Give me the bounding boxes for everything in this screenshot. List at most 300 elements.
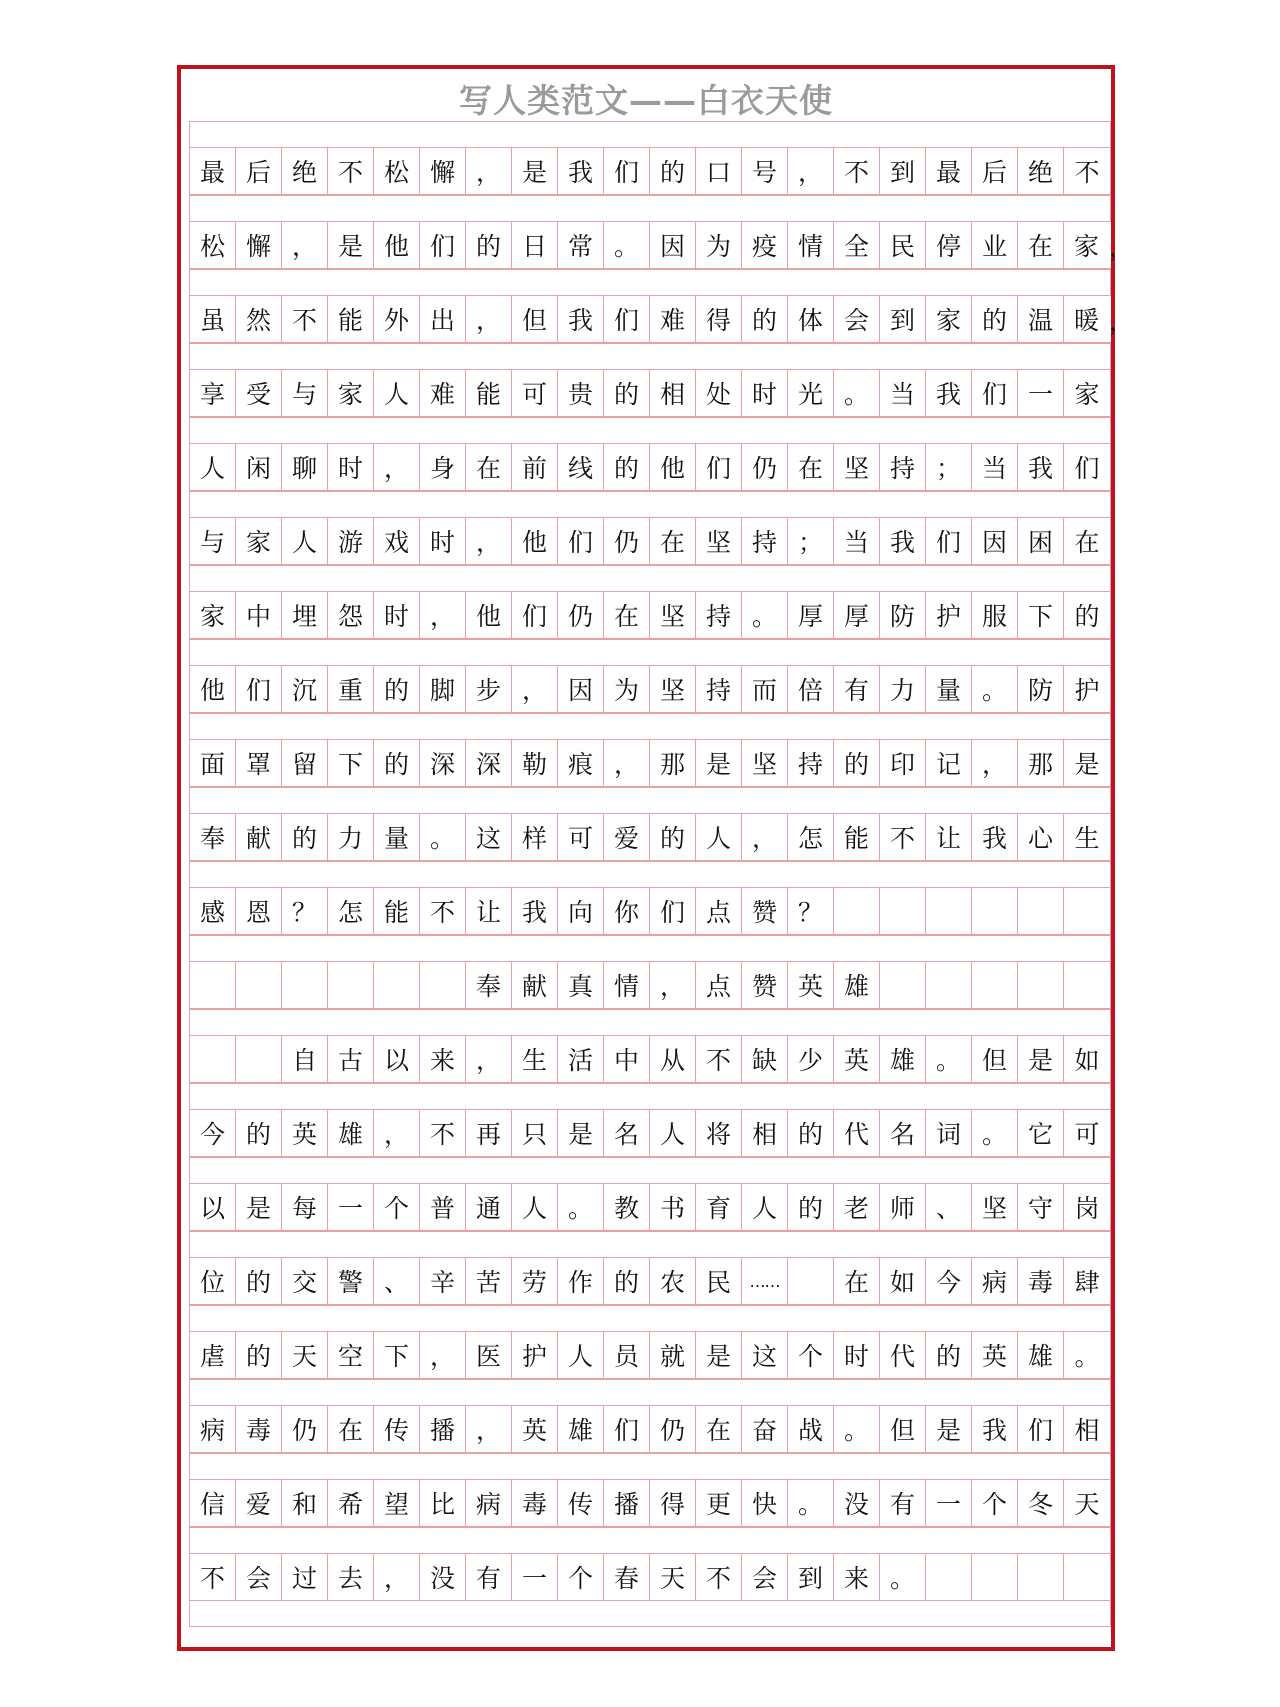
row-spacer — [189, 1157, 1111, 1183]
grid-cell: 、 — [925, 1184, 971, 1230]
grid-cell: 毒 — [511, 1480, 557, 1526]
grid-cell: 怨 — [327, 592, 373, 638]
grid-cell: 来 — [833, 1554, 879, 1600]
grid-cell — [925, 888, 971, 934]
grid-cell: 毒 — [1017, 1258, 1063, 1304]
grid-cell: 一 — [327, 1184, 373, 1230]
grid-cell — [1017, 888, 1063, 934]
grid-cell: 生 — [511, 1036, 557, 1082]
row-spacer — [189, 121, 1111, 147]
grid-cell: 我 — [879, 518, 925, 564]
grid-cell: 不 — [879, 814, 925, 860]
manuscript-grid — [189, 121, 1133, 1627]
grid-cell: 最 — [925, 148, 971, 194]
grid-cell: 得 — [695, 296, 741, 342]
grid-cell: 常 — [557, 222, 603, 268]
grid-cell: 。 — [603, 222, 649, 268]
grid-cell: 留 — [281, 740, 327, 786]
grid-cell: 警 — [327, 1258, 373, 1304]
grid-cell: 他 — [189, 666, 235, 712]
grid-cell: 快 — [741, 1480, 787, 1526]
grid-cell: 人 — [189, 444, 235, 490]
grid-cell: 们 — [971, 370, 1017, 416]
grid-cell: ； — [925, 444, 971, 490]
grid-cell: 聊 — [281, 444, 327, 490]
grid-cell: 的 — [235, 1332, 281, 1378]
grid-cell: 交 — [281, 1258, 327, 1304]
grid-cell: 名 — [879, 1110, 925, 1156]
grid-cell: ， — [787, 148, 833, 194]
grid-cell — [373, 962, 419, 1008]
grid-cell: 服 — [971, 592, 1017, 638]
grid-cell: 位 — [189, 1258, 235, 1304]
grid-cell: 倍 — [787, 666, 833, 712]
grid-row — [189, 813, 1111, 861]
grid-cell — [281, 962, 327, 1008]
grid-cell: 点 — [695, 962, 741, 1008]
grid-cell: 会 — [741, 1554, 787, 1600]
grid-cell: 最 — [189, 148, 235, 194]
grid-cell: 辛 — [419, 1258, 465, 1304]
grid-cell: 护 — [925, 592, 971, 638]
grid-cell: 它 — [1017, 1110, 1063, 1156]
row-spacer — [189, 417, 1111, 443]
grid-cell: 向 — [557, 888, 603, 934]
grid-cell: 到 — [879, 296, 925, 342]
grid-cell: 书 — [649, 1184, 695, 1230]
grid-cell: 难 — [649, 296, 695, 342]
grid-cell: 但 — [971, 1036, 1017, 1082]
grid-cell: 能 — [833, 814, 879, 860]
grid-row — [189, 591, 1111, 639]
grid-row — [189, 1405, 1111, 1453]
grid-cell: 深 — [419, 740, 465, 786]
grid-cell: 的 — [373, 666, 419, 712]
grid-cell: 量 — [373, 814, 419, 860]
grid-cell: 爱 — [603, 814, 649, 860]
grid-cell: 相 — [1063, 1406, 1111, 1452]
grid-cell: 天 — [281, 1332, 327, 1378]
grid-cell: ， — [971, 740, 1017, 786]
grid-cell: 们 — [419, 222, 465, 268]
grid-cell: 怎 — [327, 888, 373, 934]
grid-cell: 。 — [925, 1036, 971, 1082]
grid-cell: 们 — [649, 888, 695, 934]
grid-cell: 面 — [189, 740, 235, 786]
grid-cell: 能 — [327, 296, 373, 342]
grid-cell: 的 — [603, 444, 649, 490]
grid-cell: 少 — [787, 1036, 833, 1082]
grid-cell: 停 — [925, 222, 971, 268]
grid-cell: 奋 — [741, 1406, 787, 1452]
grid-cell: 在 — [465, 444, 511, 490]
grid-cell: 处 — [695, 370, 741, 416]
grid-cell: 是 — [327, 222, 373, 268]
grid-cell: 来 — [419, 1036, 465, 1082]
grid-cell: 时 — [833, 1332, 879, 1378]
grid-cell: 个 — [787, 1332, 833, 1378]
grid-cell: 在 — [695, 1406, 741, 1452]
grid-cell: 会 — [833, 296, 879, 342]
grid-cell: 虐 — [189, 1332, 235, 1378]
grid-cell: 传 — [373, 1406, 419, 1452]
grid-cell: 过 — [281, 1554, 327, 1600]
grid-cell: 们 — [1017, 1406, 1063, 1452]
grid-cell: 的 — [925, 1332, 971, 1378]
grid-cell: 赞 — [741, 962, 787, 1008]
grid-cell: 赞 — [741, 888, 787, 934]
grid-cell: 去 — [327, 1554, 373, 1600]
grid-cell: 因 — [649, 222, 695, 268]
row-spacer — [189, 935, 1111, 961]
grid-cell: 得 — [649, 1480, 695, 1526]
grid-cell: 坚 — [649, 666, 695, 712]
grid-cell: 。 — [741, 592, 787, 638]
row-spacer — [189, 787, 1111, 813]
grid-cell: 们 — [1063, 444, 1111, 490]
grid-cell: 与 — [189, 518, 235, 564]
grid-cell: 闲 — [235, 444, 281, 490]
grid-cell: 游 — [327, 518, 373, 564]
grid-cell: 们 — [695, 444, 741, 490]
grid-row — [189, 1553, 1111, 1601]
grid-cell: 为 — [603, 666, 649, 712]
grid-cell: 持 — [695, 666, 741, 712]
grid-cell: 雄 — [557, 1406, 603, 1452]
grid-cell: 懈 — [235, 222, 281, 268]
grid-cell: 坚 — [971, 1184, 1017, 1230]
grid-cell: 埋 — [281, 592, 327, 638]
grid-cell: 的 — [833, 740, 879, 786]
grid-cell: 罩 — [235, 740, 281, 786]
grid-cell: 以 — [373, 1036, 419, 1082]
grid-cell: 的 — [603, 370, 649, 416]
grid-cell: 痕 — [557, 740, 603, 786]
row-spacer — [189, 1601, 1111, 1627]
grid-cell: 自 — [281, 1036, 327, 1082]
grid-cell: 但 — [879, 1406, 925, 1452]
grid-cell: 雄 — [879, 1036, 925, 1082]
grid-cell: 仍 — [741, 444, 787, 490]
grid-cell: 这 — [741, 1332, 787, 1378]
overflow-punctuation: ， — [1109, 308, 1133, 336]
row-spacer — [189, 269, 1111, 295]
grid-cell: 可 — [511, 370, 557, 416]
grid-row — [189, 443, 1111, 491]
grid-cell: 松 — [189, 222, 235, 268]
grid-cell: 我 — [557, 148, 603, 194]
grid-cell: 可 — [557, 814, 603, 860]
grid-cell: 坚 — [695, 518, 741, 564]
grid-cell: 重 — [327, 666, 373, 712]
grid-cell: 困 — [1017, 518, 1063, 564]
grid-cell: 厚 — [787, 592, 833, 638]
grid-cell: 献 — [511, 962, 557, 1008]
grid-row — [189, 517, 1111, 565]
grid-cell: 病 — [971, 1258, 1017, 1304]
grid-cell: 普 — [419, 1184, 465, 1230]
grid-cell: 再 — [465, 1110, 511, 1156]
grid-cell: 这 — [465, 814, 511, 860]
grid-cell: 懈 — [419, 148, 465, 194]
row-spacer — [189, 1083, 1111, 1109]
grid-cell: 个 — [971, 1480, 1017, 1526]
overflow-punctuation: ， — [1109, 234, 1133, 262]
grid-cell: 奉 — [189, 814, 235, 860]
grid-cell: 享 — [189, 370, 235, 416]
grid-cell: 松 — [373, 148, 419, 194]
grid-cell: 们 — [925, 518, 971, 564]
grid-cell: 播 — [419, 1406, 465, 1452]
grid-cell: 在 — [603, 592, 649, 638]
grid-cell: 一 — [511, 1554, 557, 1600]
grid-cell: 时 — [741, 370, 787, 416]
grid-cell: 不 — [281, 296, 327, 342]
grid-cell: 和 — [281, 1480, 327, 1526]
grid-cell: 绝 — [281, 148, 327, 194]
grid-cell: 他 — [465, 592, 511, 638]
grid-cell — [1017, 1554, 1063, 1600]
grid-row — [189, 665, 1111, 713]
grid-cell: 的 — [787, 1184, 833, 1230]
grid-cell: 传 — [557, 1480, 603, 1526]
grid-cell: 、 — [373, 1258, 419, 1304]
grid-cell — [787, 1258, 833, 1304]
grid-cell: 人 — [281, 518, 327, 564]
grid-cell: 我 — [511, 888, 557, 934]
grid-row — [189, 961, 1111, 1009]
grid-cell — [1063, 1554, 1111, 1600]
grid-cell: 的 — [649, 814, 695, 860]
grid-cell: 前 — [511, 444, 557, 490]
grid-cell: 线 — [557, 444, 603, 490]
grid-cell: 不 — [189, 1554, 235, 1600]
row-spacer — [189, 195, 1111, 221]
grid-cell: 时 — [419, 518, 465, 564]
grid-cell: 奉 — [465, 962, 511, 1008]
grid-cell: 防 — [879, 592, 925, 638]
grid-cell: 雄 — [1017, 1332, 1063, 1378]
grid-cell: 。 — [557, 1184, 603, 1230]
grid-cell: 难 — [419, 370, 465, 416]
grid-cell: 代 — [833, 1110, 879, 1156]
grid-cell: 们 — [235, 666, 281, 712]
row-spacer — [189, 1527, 1111, 1553]
grid-cell: 是 — [1063, 740, 1111, 786]
grid-cell: 当 — [971, 444, 1017, 490]
grid-cell: 育 — [695, 1184, 741, 1230]
grid-cell: 不 — [327, 148, 373, 194]
grid-cell: 到 — [787, 1554, 833, 1600]
grid-cell — [971, 962, 1017, 1008]
grid-cell: 们 — [511, 592, 557, 638]
grid-cell: 今 — [925, 1258, 971, 1304]
grid-cell — [879, 962, 925, 1008]
grid-cell: 献 — [235, 814, 281, 860]
grid-cell: 勒 — [511, 740, 557, 786]
grid-cell: 是 — [235, 1184, 281, 1230]
grid-cell: 持 — [741, 518, 787, 564]
grid-cell: 他 — [511, 518, 557, 564]
row-spacer — [189, 491, 1111, 517]
row-spacer — [189, 1453, 1111, 1479]
grid-row — [189, 221, 1133, 269]
grid-cell: 但 — [511, 296, 557, 342]
grid-cell: 只 — [511, 1110, 557, 1156]
grid-cell: 是 — [557, 1110, 603, 1156]
grid-cell: 民 — [879, 222, 925, 268]
grid-cell — [833, 888, 879, 934]
grid-cell: 是 — [1017, 1036, 1063, 1082]
grid-cell: 播 — [603, 1480, 649, 1526]
grid-cell: 的 — [1063, 592, 1111, 638]
grid-cell: 会 — [235, 1554, 281, 1600]
grid-cell: 那 — [649, 740, 695, 786]
grid-cell: ， — [373, 444, 419, 490]
grid-cell: 英 — [787, 962, 833, 1008]
grid-cell: 病 — [189, 1406, 235, 1452]
grid-cell — [419, 962, 465, 1008]
grid-cell: ， — [419, 1332, 465, 1378]
grid-cell: 的 — [649, 148, 695, 194]
grid-cell: 仍 — [557, 592, 603, 638]
grid-cell: 通 — [465, 1184, 511, 1230]
grid-cell: 不 — [695, 1036, 741, 1082]
grid-cell: 样 — [511, 814, 557, 860]
grid-row — [189, 295, 1133, 343]
essay-paper-frame — [177, 65, 1133, 1651]
grid-cell: 劳 — [511, 1258, 557, 1304]
grid-cell: 光 — [787, 370, 833, 416]
grid-cell: 力 — [879, 666, 925, 712]
essay-title: 写人类范文——白衣天使 — [459, 81, 833, 120]
grid-cell: 出 — [419, 296, 465, 342]
grid-cell: 冬 — [1017, 1480, 1063, 1526]
grid-cell: 人 — [649, 1110, 695, 1156]
grid-cell: ， — [373, 1110, 419, 1156]
grid-cell: 。 — [787, 1480, 833, 1526]
grid-cell: 病 — [465, 1480, 511, 1526]
grid-cell: 是 — [695, 740, 741, 786]
grid-cell: 没 — [833, 1480, 879, 1526]
grid-cell: 防 — [1017, 666, 1063, 712]
grid-cell: 身 — [419, 444, 465, 490]
grid-cell: 家 — [1063, 222, 1109, 268]
grid-cell: 持 — [787, 740, 833, 786]
grid-row — [189, 1257, 1111, 1305]
grid-cell: 脚 — [419, 666, 465, 712]
grid-cell: 受 — [235, 370, 281, 416]
row-spacer — [189, 639, 1111, 665]
grid-cell: 不 — [695, 1554, 741, 1600]
grid-cell: 没 — [419, 1554, 465, 1600]
grid-cell — [189, 1036, 235, 1082]
grid-cell: 人 — [373, 370, 419, 416]
grid-cell: ， — [603, 740, 649, 786]
grid-cell: 。 — [419, 814, 465, 860]
grid-cell: 厚 — [833, 592, 879, 638]
grid-cell: 而 — [741, 666, 787, 712]
grid-row — [189, 1331, 1111, 1379]
grid-cell: ， — [741, 814, 787, 860]
grid-cell: 中 — [235, 592, 281, 638]
grid-cell: 绝 — [1017, 148, 1063, 194]
grid-cell: ， — [281, 222, 327, 268]
grid-cell: 的 — [235, 1110, 281, 1156]
grid-cell: 民 — [695, 1258, 741, 1304]
grid-cell: 信 — [189, 1480, 235, 1526]
grid-cell — [1063, 888, 1111, 934]
grid-cell: 心 — [1017, 814, 1063, 860]
grid-cell: 英 — [511, 1406, 557, 1452]
grid-cell: 后 — [235, 148, 281, 194]
grid-cell: 情 — [603, 962, 649, 1008]
grid-cell: 毒 — [235, 1406, 281, 1452]
grid-cell: 的 — [465, 222, 511, 268]
grid-cell: …… — [741, 1258, 787, 1304]
grid-cell: 不 — [419, 1110, 465, 1156]
grid-cell: 老 — [833, 1184, 879, 1230]
grid-cell: 家 — [189, 592, 235, 638]
grid-cell: 在 — [833, 1258, 879, 1304]
grid-cell: 。 — [971, 666, 1017, 712]
grid-cell: 后 — [971, 148, 1017, 194]
grid-cell: 是 — [511, 148, 557, 194]
grid-cell: 下 — [373, 1332, 419, 1378]
grid-cell: 记 — [925, 740, 971, 786]
grid-cell: 在 — [787, 444, 833, 490]
grid-cell: 以 — [189, 1184, 235, 1230]
grid-cell: 他 — [373, 222, 419, 268]
row-spacer — [189, 1379, 1111, 1405]
grid-cell: 持 — [695, 592, 741, 638]
grid-cell: 怎 — [787, 814, 833, 860]
grid-cell: 望 — [373, 1480, 419, 1526]
grid-cell: 疫 — [741, 222, 787, 268]
grid-row — [189, 739, 1111, 787]
grid-cell: 在 — [1063, 518, 1111, 564]
grid-cell: 人 — [741, 1184, 787, 1230]
grid-cell: 沉 — [281, 666, 327, 712]
grid-cell: ？ — [281, 888, 327, 934]
grid-row — [189, 1183, 1111, 1231]
grid-cell: 坚 — [833, 444, 879, 490]
grid-cell: 印 — [879, 740, 925, 786]
grid-cell: 日 — [511, 222, 557, 268]
grid-cell: 能 — [373, 888, 419, 934]
grid-cell: 医 — [465, 1332, 511, 1378]
grid-cell: 到 — [879, 148, 925, 194]
grid-row — [189, 1109, 1111, 1157]
grid-cell: 他 — [649, 444, 695, 490]
grid-cell: 今 — [189, 1110, 235, 1156]
grid-cell — [879, 888, 925, 934]
grid-cell: 守 — [1017, 1184, 1063, 1230]
grid-cell: 苦 — [465, 1258, 511, 1304]
grid-cell — [235, 1036, 281, 1082]
grid-cell: 肆 — [1063, 1258, 1111, 1304]
grid-cell: 雄 — [833, 962, 879, 1008]
row-spacer — [189, 565, 1111, 591]
grid-cell: 仍 — [281, 1406, 327, 1452]
grid-cell: 步 — [465, 666, 511, 712]
grid-cell: 。 — [1063, 1332, 1111, 1378]
grid-row — [189, 1479, 1111, 1527]
grid-cell: 家 — [327, 370, 373, 416]
grid-cell: 护 — [511, 1332, 557, 1378]
grid-cell: ， — [465, 1036, 511, 1082]
row-spacer — [189, 1009, 1111, 1035]
